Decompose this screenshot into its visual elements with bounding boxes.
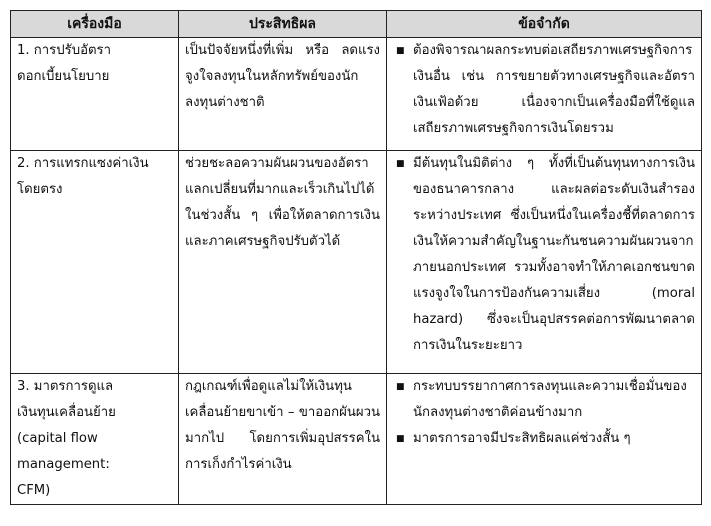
limitations-cell xyxy=(387,151,702,374)
limitations-list xyxy=(395,38,695,142)
effectiveness-cell: ช่วยชะลอความผันผวนของอัตราแลกเปลี่ยนที่มากและเร็วเกินไปได้ในช่วงสั้น ๆ เพื่อให้ตลาดการเงินและภาคเศรษฐกิจปรับตัวได้ xyxy=(179,151,387,374)
effectiveness-cell: กฎเกณฑ์เพื่อดูแลไม่ให้เงินทุนเคลื่อนย้ายขาเข้า – ขาออกผันผวนมากไป โดยการเพิ่มอุปสรรคในการเก็งกำไรค่าเงิน xyxy=(179,374,387,505)
tool-cell xyxy=(11,374,179,505)
header-effectiveness: ประสิทธิผล xyxy=(179,11,387,38)
tool-name: 2. การแทรกแซงค่าเงิน โดยตรง xyxy=(17,156,149,197)
table-header-row xyxy=(11,11,702,38)
limitations-cell xyxy=(387,374,702,505)
limitation-item: ■ ต้องพิจารณาผลกระทบต่อเสถียรภาพเศรษฐกิจการเงินอื่น เช่น การขยายตัวทางเศรษฐกิจและอัตราเงินเฟ้อด้วย เนื่องจากเป็นเครื่องมือที่ใช้ดูแลเสถียรภาพเศรษฐกิจการเงินโดยรวม xyxy=(395,38,695,142)
header-limitations: ข้อจำกัด xyxy=(387,11,702,38)
table-row xyxy=(11,38,702,151)
header-tool: เครื่องมือ xyxy=(11,11,179,38)
tool-cell xyxy=(11,38,179,151)
monetary-tools-table xyxy=(10,10,702,505)
tool-name: 1. การปรับอัตรา ดอกเบี้ยนโยบาย xyxy=(17,43,112,84)
limitation-item: ■ กระทบบรรยากาศการลงทุนและความเชื่อมั่นของนักลงทุนต่างชาติค่อนข้างมาก xyxy=(395,374,695,426)
limitations-list xyxy=(395,151,695,359)
limitation-item: ■ มีต้นทุนในมิติต่าง ๆ ทั้งที่เป็นต้นทุนทางการเงินของธนาคารกลาง และผลต่อระดับเงินสำรองระหว่างประเทศ ซึ่งเป็นหนึ่งในเครื่องชี้ที่ตลาดการเงินให้ความสำคัญในฐานะกันชนความผันผวนจากภายนอกประเทศ รวมทั้งอาจทำให้ภาคเอกชนขาดแรงจูงใจในการป้องกันความเสี่ยง (moral hazard) ซึ่งจะเป็นอุปสรรคต่อการพัฒนาตลาดการเงินในระยะยาว xyxy=(395,151,695,359)
table-row xyxy=(11,151,702,374)
effectiveness-cell: เป็นปัจจัยหนึ่งที่เพิ่ม หรือ ลดแรงจูงใจลงทุนในหลักทรัพย์ของนักลงทุนต่างชาติ xyxy=(179,38,387,151)
limitations-list xyxy=(395,374,695,452)
tool-name: 3. มาตรการดูแล เงินทุนเคลื่อนย้าย (capital flow management: CFM) xyxy=(17,379,116,498)
tool-cell xyxy=(11,151,179,374)
limitations-cell xyxy=(387,38,702,151)
comparison-table-container xyxy=(10,10,701,505)
table-row xyxy=(11,374,702,505)
limitation-item: ■ มาตรการอาจมีประสิทธิผลแค่ช่วงสั้น ๆ xyxy=(395,426,695,452)
